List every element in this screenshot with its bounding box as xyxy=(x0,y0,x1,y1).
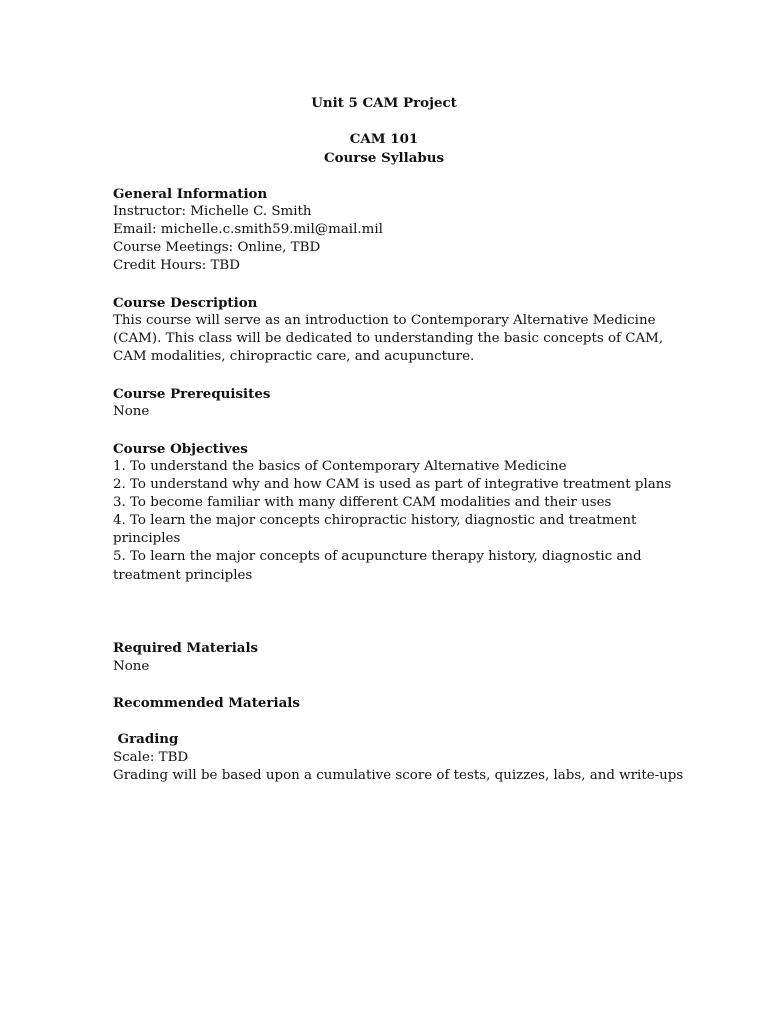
objective-line: 3. To become familiar with many different CAM modalities and their uses xyxy=(113,495,612,510)
course-objectives-heading: Course Objectives xyxy=(113,441,248,457)
objective-line: 4. To learn the major concepts chiropractic history, diagnostic and treatment xyxy=(113,513,637,528)
objective-line: treatment principles xyxy=(113,568,253,583)
objective-line: 2. To understand why and how CAM is used as part of integrative treatment plans xyxy=(113,477,672,492)
required-materials-heading: Required Materials xyxy=(113,640,259,656)
grading-basis: Grading will be based upon a cumulative score of tests, quizzes, labs, and write-ups xyxy=(113,768,684,783)
credit-hours-line: Credit Hours: TBD xyxy=(113,258,240,273)
course-subtitle: Course Syllabus xyxy=(323,150,445,166)
course-description-heading: Course Description xyxy=(113,295,258,311)
objective-line: principles xyxy=(113,531,181,546)
objective-line: 1. To understand the basics of Contemporary Alternative Medicine xyxy=(113,459,567,474)
course-code: CAM 101 xyxy=(349,131,419,147)
meetings-line: Course Meetings: Online, TBD xyxy=(113,240,321,255)
description-line: This course will serve as an introduction to Contemporary Alternative Medicine xyxy=(113,313,656,328)
grading-scale: Scale: TBD xyxy=(113,750,189,765)
course-prerequisites-heading: Course Prerequisites xyxy=(113,386,271,402)
prerequisites-value: None xyxy=(113,404,150,419)
email-line: Email: michelle.c.smith59.mil@mail.mil xyxy=(113,222,383,237)
required-materials-value: None xyxy=(113,659,150,674)
description-line: CAM modalities, chiropractic care, and acupuncture. xyxy=(113,349,475,364)
general-information-heading: General Information xyxy=(113,186,268,202)
objective-line: 5. To learn the major concepts of acupuncture therapy history, diagnostic and xyxy=(113,549,642,564)
instructor-line: Instructor: Michelle C. Smith xyxy=(113,204,312,219)
grading-heading: Grading xyxy=(113,731,179,747)
document-title: Unit 5 CAM Project xyxy=(311,95,457,111)
recommended-materials-heading: Recommended Materials xyxy=(113,695,300,711)
description-line: (CAM). This class will be dedicated to understanding the basic concepts of CAM, xyxy=(113,331,664,346)
